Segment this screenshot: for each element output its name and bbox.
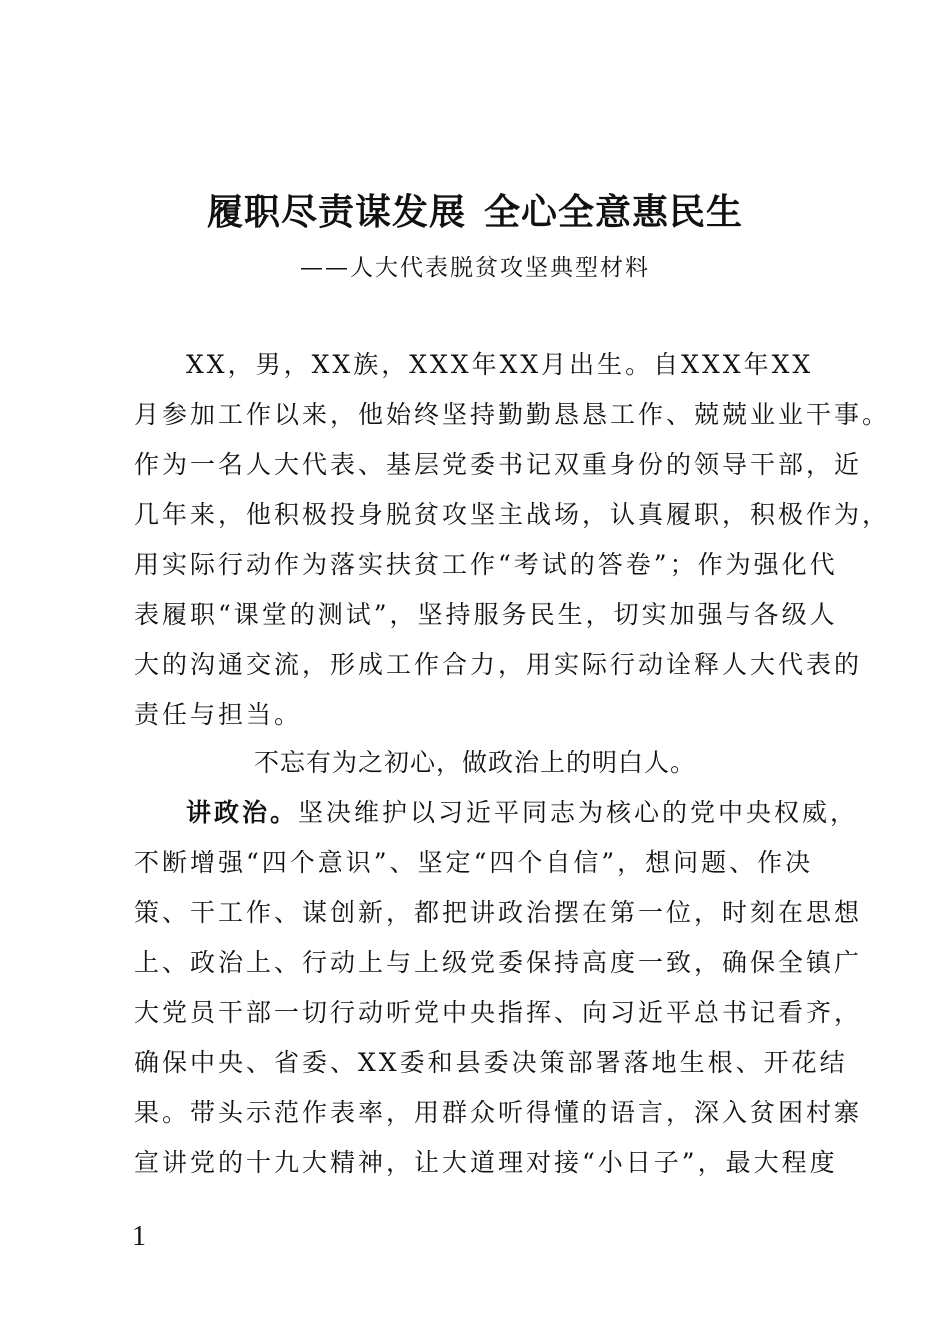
intro-line-8: 责任与担当。 — [134, 700, 303, 729]
intro-line-7: 大的沟通交流，形成工作合力，用实际行动诠释人大代表的 — [134, 650, 863, 679]
page-number: 1 — [132, 1221, 146, 1252]
politics-paragraph — [134, 788, 863, 1188]
intro-line-5: 用实际行动作为落实扶贫工作“考试的答卷”；作为强化代 — [134, 550, 838, 579]
intro-line-6: 表履职“课堂的测试”，坚持服务民生，切实加强与各级人 — [134, 600, 838, 629]
title-part-2: 全心全意惠民生 — [484, 191, 744, 233]
intro-paragraph — [134, 340, 891, 740]
politics-line-4: 上、政治上、行动上与上级党委保持高度一致，确保全镇广 — [134, 948, 863, 977]
politics-line-1-text: 坚决维护以习近平同志为核心的党中央权威， — [298, 798, 859, 827]
politics-line-1 — [134, 788, 859, 838]
politics-line-6: 确保中央、省委、XX委和县委决策部署落地生根、开花结 — [134, 1048, 848, 1077]
politics-line-7: 果。带头示范作表率，用群众听得懂的语言，深入贫困村寨 — [134, 1098, 863, 1127]
document-title — [0, 188, 950, 236]
title-part-1: 履职尽责谋发展 — [206, 191, 466, 233]
politics-line-3: 策、干工作、谋创新，都把讲政治摆在第一位，时刻在思想 — [134, 898, 863, 927]
intro-line-4: 几年来，他积极投身脱贫攻坚主战场，认真履职，积极作为， — [134, 500, 891, 529]
document-subtitle: ——人大代表脱贫攻坚典型材料 — [300, 255, 650, 281]
intro-line-2: 月参加工作以来，他始终坚持勤勤恳恳工作、兢兢业业干事。 — [134, 400, 891, 429]
politics-line-5: 大党员干部一切行动听党中央指挥、向习近平总书记看齐， — [134, 998, 863, 1027]
politics-line-2: 不断增强“四个意识”、坚定“四个自信”，想问题、作决 — [134, 848, 814, 877]
intro-line-1: XX，男，XX族，XXX年XX月出生。自XXX年XX — [186, 350, 814, 379]
section-heading: 不忘有为之初心，做政治上的明白人。 — [253, 748, 696, 777]
intro-line-3: 作为一名人大代表、基层党委书记双重身份的领导干部，近 — [134, 450, 863, 479]
politics-lead: 讲政治。 — [186, 798, 299, 827]
politics-line-8: 宣讲党的十九大精神，让大道理对接“小日子”，最大程度 — [134, 1148, 838, 1177]
